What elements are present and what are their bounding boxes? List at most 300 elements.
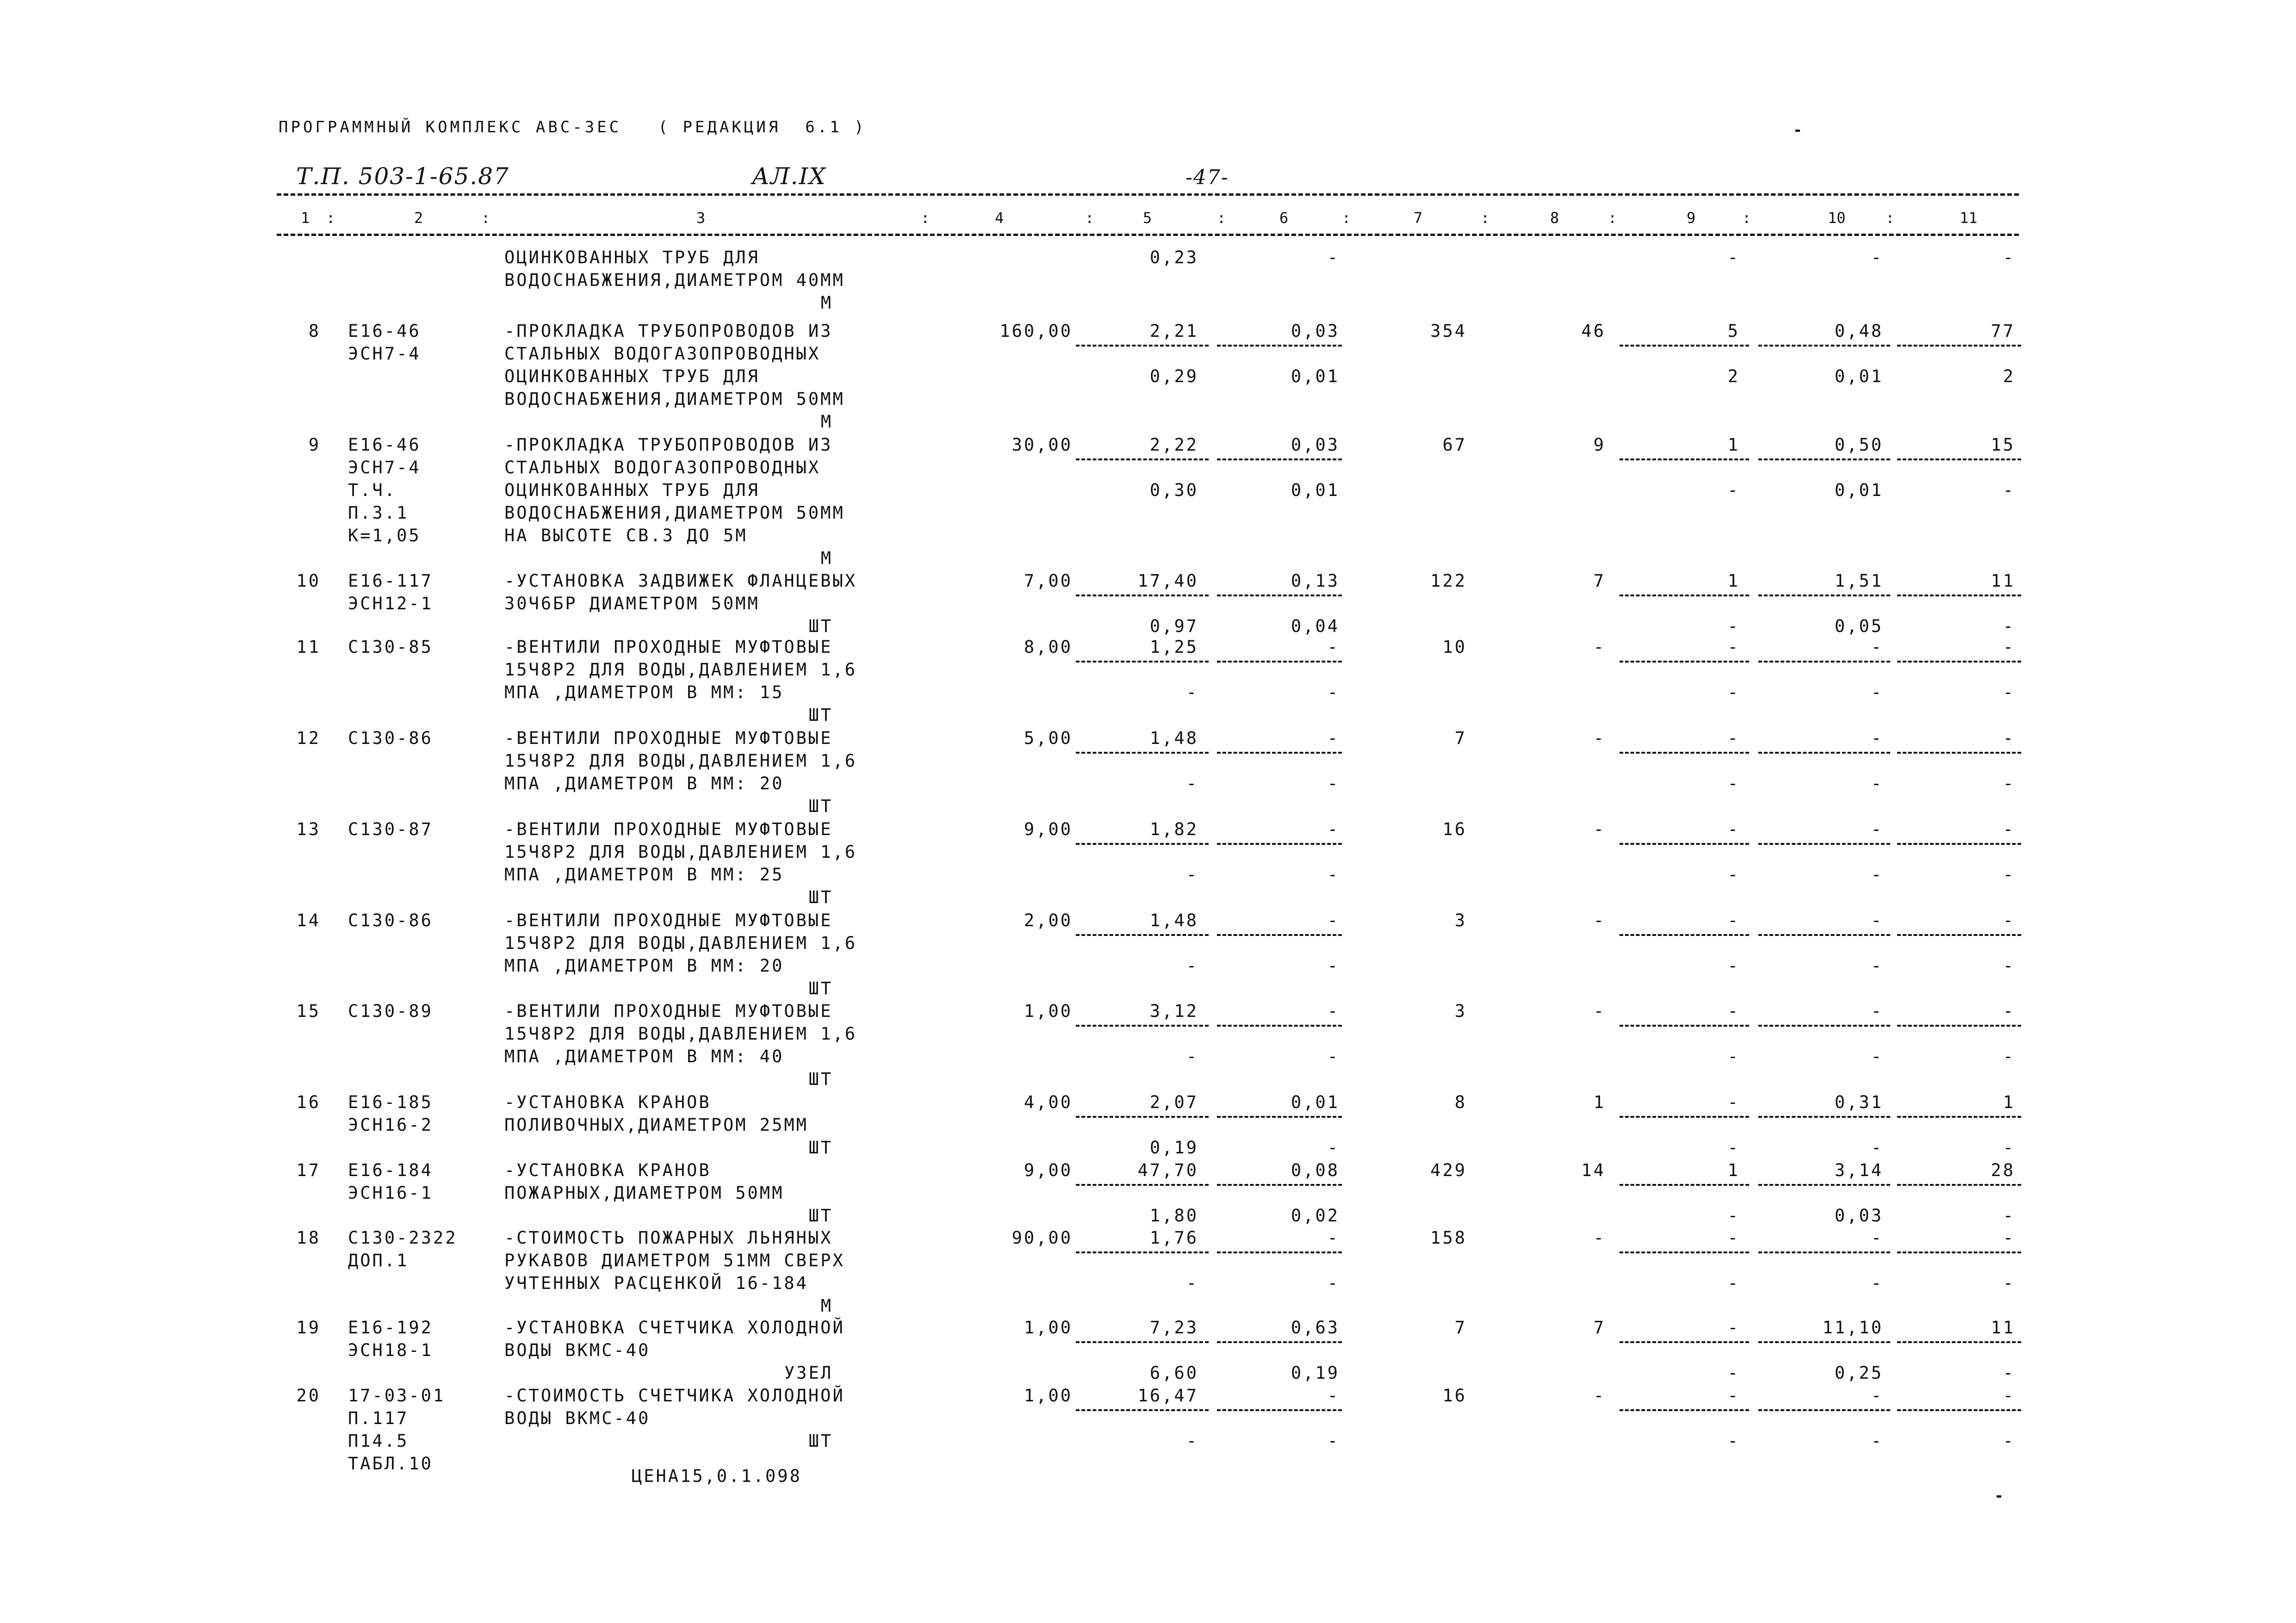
cell-c9b: -	[1727, 616, 1740, 636]
value-separator-rule	[1620, 1251, 1749, 1253]
value-separator-rule	[1620, 458, 1749, 460]
cell-c11b: -	[2003, 1431, 2015, 1451]
value-separator-rule	[1897, 934, 2021, 936]
cell-c5b: 0,30	[1149, 480, 1198, 500]
row-code: ТАБЛ.10	[348, 1454, 433, 1474]
value-separator-rule	[1217, 1184, 1342, 1186]
column-number: 10	[1828, 209, 1846, 227]
cell-c9a: -	[1727, 1228, 1740, 1248]
value-separator-rule	[1897, 661, 2021, 663]
row-unit: ШТ	[808, 1138, 833, 1158]
value-separator-rule	[1076, 661, 1209, 663]
row-number: 14	[296, 911, 321, 930]
cell-c11a: 28	[1991, 1160, 2015, 1180]
cell-c6a: 0,08	[1291, 1160, 1340, 1180]
cell-qty: 1,00	[1024, 1001, 1073, 1021]
row-description: ПОЖАРНЫХ,ДИАМЕТРОМ 50ММ	[504, 1183, 784, 1203]
row-description: ВОДОСНАБЖЕНИЯ,ДИАМЕТРОМ 50ММ	[504, 503, 845, 523]
cell-c5a: 1,48	[1149, 911, 1198, 930]
cell-c11b: -	[2003, 1047, 2015, 1066]
row-code: П.117	[348, 1408, 409, 1428]
cell-c6a: -	[1327, 248, 1340, 267]
row-code: ЭСН7-4	[348, 344, 421, 364]
row-description: МПА ,ДИАМЕТРОМ В ММ: 20	[504, 956, 784, 976]
cell-c7: 7	[1454, 1318, 1467, 1338]
cell-c7: 122	[1430, 571, 1467, 591]
value-separator-rule	[1620, 661, 1749, 663]
row-unit: М	[820, 1296, 833, 1316]
cell-c9b: -	[1727, 480, 1740, 500]
cell-c7: 158	[1430, 1228, 1467, 1248]
row-code: ЭСН16-1	[348, 1183, 433, 1203]
value-separator-rule	[1758, 1116, 1890, 1118]
value-separator-rule	[1758, 661, 1890, 663]
column-number: 7	[1414, 209, 1423, 227]
row-description: МПА ,ДИАМЕТРОМ В ММ: 40	[504, 1047, 784, 1066]
cell-c10b: 0,05	[1834, 616, 1883, 636]
cell-c7: 8	[1454, 1092, 1467, 1112]
row-description: -УСТАНОВКА ЗАДВИЖЕК ФЛАНЦЕВЫХ	[504, 571, 857, 591]
cell-c10b: 0,25	[1834, 1363, 1883, 1383]
cell-c6a: -	[1327, 728, 1340, 748]
row-number: 11	[296, 637, 321, 657]
cell-c11a: 11	[1991, 1318, 2015, 1338]
cell-c10a: -	[1871, 637, 1883, 657]
row-code: С130-86	[348, 911, 433, 930]
cell-c6b: -	[1327, 682, 1340, 702]
cell-c6b: -	[1327, 1138, 1340, 1158]
value-separator-rule	[1217, 1116, 1342, 1118]
row-code: С130-85	[348, 637, 433, 657]
column-divider: :	[1886, 209, 1895, 227]
row-number: 15	[296, 1001, 321, 1021]
value-separator-rule	[1897, 843, 2021, 845]
cell-c5a: 17,40	[1137, 571, 1198, 591]
cell-c8: 14	[1581, 1160, 1606, 1180]
cell-c6a: 0,63	[1291, 1318, 1340, 1338]
column-divider: :	[921, 209, 930, 227]
cell-c11a: 1	[2003, 1092, 2015, 1112]
value-separator-rule	[1217, 752, 1342, 754]
cell-c8: -	[1593, 1386, 1606, 1406]
cell-c11b: -	[2003, 1363, 2015, 1383]
cell-c6b: -	[1327, 865, 1340, 885]
row-code: С130-2322	[348, 1228, 458, 1248]
cell-c5b: 0,97	[1149, 616, 1198, 636]
cell-c6b: 0,04	[1291, 616, 1340, 636]
value-separator-rule	[1758, 1341, 1890, 1343]
cell-c11a: 11	[1991, 571, 2015, 591]
value-separator-rule	[1758, 1409, 1890, 1411]
cell-c6a: -	[1327, 637, 1340, 657]
cell-qty: 4,00	[1024, 1092, 1073, 1112]
scan-mark	[1997, 1495, 2001, 1498]
cell-c9b: -	[1727, 1363, 1740, 1383]
row-unit: ШТ	[808, 616, 833, 636]
row-description: -ВЕНТИЛИ ПРОХОДНЫЕ МУФТОВЫЕ	[504, 637, 833, 657]
row-unit: ШТ	[808, 979, 833, 998]
cell-c11b: -	[2003, 774, 2015, 793]
row-code: ЭСН18-1	[348, 1340, 433, 1360]
cell-c10a: 1,51	[1834, 571, 1883, 591]
value-separator-rule	[1217, 843, 1342, 845]
value-separator-rule	[1897, 1025, 2021, 1027]
cell-qty: 1,00	[1024, 1318, 1073, 1338]
row-description: -ПРОКЛАДКА ТРУБОПРОВОДОВ ИЗ	[504, 321, 833, 341]
cell-c5b: -	[1186, 865, 1198, 885]
cell-c11a: 15	[1991, 435, 2015, 455]
cell-c10b: -	[1871, 1431, 1883, 1451]
row-description: ВОДОСНАБЖЕНИЯ,ДИАМЕТРОМ 50ММ	[504, 389, 845, 409]
cell-c11b: -	[2003, 616, 2015, 636]
value-separator-rule	[1620, 1025, 1749, 1027]
cell-c9a: -	[1727, 637, 1740, 657]
cell-c6a: -	[1327, 1228, 1340, 1248]
cell-c10a: -	[1871, 728, 1883, 748]
cell-c10a: -	[1871, 911, 1883, 930]
row-description: -ВЕНТИЛИ ПРОХОДНЫЕ МУФТОВЫЕ	[504, 728, 833, 748]
value-separator-rule	[1897, 1341, 2021, 1343]
cell-c11a: -	[2003, 1001, 2015, 1021]
cell-qty: 160,00	[999, 321, 1073, 341]
value-separator-rule	[1620, 1184, 1749, 1186]
row-description: МПА ,ДИАМЕТРОМ В ММ: 20	[504, 774, 784, 793]
value-separator-rule	[1897, 345, 2021, 347]
row-description: -УСТАНОВКА КРАНОВ	[504, 1092, 711, 1112]
row-code: Е16-46	[348, 321, 421, 341]
cell-c7: 429	[1430, 1160, 1467, 1180]
row-code: Т.Ч.	[348, 480, 397, 500]
cell-c5b: -	[1186, 1431, 1198, 1451]
column-divider: :	[1217, 209, 1226, 227]
cell-c5b: -	[1186, 682, 1198, 702]
cell-c9a: -	[1727, 248, 1740, 267]
column-number: 5	[1143, 209, 1152, 227]
cell-c10a: -	[1871, 1386, 1883, 1406]
value-separator-rule	[1076, 595, 1209, 596]
row-unit: ШТ	[808, 796, 833, 816]
row-description: -УСТАНОВКА СЧЕТЧИКА ХОЛОДНОЙ	[504, 1318, 845, 1338]
row-code: ЭСН16-2	[348, 1115, 433, 1135]
value-separator-rule	[1620, 595, 1749, 596]
row-description: ВОДЫ ВКМС-40	[504, 1408, 651, 1428]
cell-qty: 90,00	[1011, 1228, 1073, 1248]
cell-qty: 2,00	[1024, 911, 1073, 930]
row-description: 15Ч8Р2 ДЛЯ ВОДЫ,ДАВЛЕНИЕМ 1,6	[504, 751, 857, 771]
value-separator-rule	[1217, 1251, 1342, 1253]
value-separator-rule	[1620, 1116, 1749, 1118]
row-unit: ШТ	[808, 1206, 833, 1226]
cell-c7: 3	[1454, 911, 1467, 930]
column-number: 8	[1550, 209, 1559, 227]
cell-c11a: -	[2003, 819, 2015, 839]
cell-c11a: 77	[1991, 321, 2015, 341]
cell-c11b: 2	[2003, 366, 2015, 386]
cell-c10a: 11,10	[1822, 1318, 1883, 1338]
row-description: 15Ч8Р2 ДЛЯ ВОДЫ,ДАВЛЕНИЕМ 1,6	[504, 842, 857, 862]
cell-c10b: -	[1871, 865, 1883, 885]
value-separator-rule	[1620, 345, 1749, 347]
cell-c6a: -	[1327, 911, 1340, 930]
cell-c5b: 0,19	[1149, 1138, 1198, 1158]
value-separator-rule	[1076, 1251, 1209, 1253]
value-separator-rule	[1758, 752, 1890, 754]
cell-c11b: -	[2003, 1138, 2015, 1158]
value-separator-rule	[1217, 345, 1342, 347]
row-description: -СТОИМОСТЬ ПОЖАРНЫХ ЛЬНЯНЫХ	[504, 1228, 833, 1248]
row-code: Е16-192	[348, 1318, 433, 1338]
cell-c9a: 1	[1727, 571, 1740, 591]
row-code: Е16-117	[348, 571, 433, 591]
value-separator-rule	[1620, 752, 1749, 754]
row-description: -ВЕНТИЛИ ПРОХОДНЫЕ МУФТОВЫЕ	[504, 911, 833, 930]
row-code: ЭСН12-1	[348, 594, 433, 613]
scan-mark	[1795, 130, 1800, 132]
value-separator-rule	[1076, 1341, 1209, 1343]
column-divider: :	[481, 209, 490, 227]
cell-c5a: 1,82	[1149, 819, 1198, 839]
row-unit: М	[820, 548, 833, 568]
cell-c5b: 0,29	[1149, 366, 1198, 386]
row-code: Е16-185	[348, 1092, 433, 1112]
cell-c9a: -	[1727, 1092, 1740, 1112]
program-header: ПРОГРАММНЫЙ КОМПЛЕКС АВС-ЗЕС ( РЕДАКЦИЯ 6.1 )	[279, 118, 867, 136]
value-separator-rule	[1897, 1116, 2021, 1118]
cell-c5a: 1,25	[1149, 637, 1198, 657]
cell-c10a: 0,50	[1834, 435, 1883, 455]
cell-c5a: 47,70	[1137, 1160, 1198, 1180]
cell-c9b: -	[1727, 956, 1740, 976]
cell-c6b: -	[1327, 774, 1340, 793]
value-separator-rule	[1758, 843, 1890, 845]
row-description: МПА ,ДИАМЕТРОМ В ММ: 25	[504, 865, 784, 885]
cell-c9a: -	[1727, 1001, 1740, 1021]
cell-c9a: 1	[1727, 1160, 1740, 1180]
cell-c9a: -	[1727, 728, 1740, 748]
value-separator-rule	[1897, 458, 2021, 460]
cell-c6a: -	[1327, 1386, 1340, 1406]
column-divider: :	[1742, 209, 1751, 227]
cell-c11b: -	[2003, 956, 2015, 976]
row-number: 16	[296, 1092, 321, 1112]
row-unit: М	[820, 293, 833, 313]
cell-c5a: 2,07	[1149, 1092, 1198, 1112]
cell-c11b: -	[2003, 865, 2015, 885]
row-description: 15Ч8Р2 ДЛЯ ВОДЫ,ДАВЛЕНИЕМ 1,6	[504, 1024, 857, 1044]
row-number: 13	[296, 819, 321, 839]
cell-c8: 7	[1593, 1318, 1606, 1338]
row-code: С130-89	[348, 1001, 433, 1021]
value-separator-rule	[1897, 595, 2021, 596]
row-number: 9	[308, 435, 321, 455]
cell-c7: 3	[1454, 1001, 1467, 1021]
cell-c5a: 2,22	[1149, 435, 1198, 455]
value-separator-rule	[1897, 1409, 2021, 1411]
row-number: 12	[296, 728, 321, 748]
cell-c9a: -	[1727, 1318, 1740, 1338]
row-description: ПОЛИВОЧНЫХ,ДИАМЕТРОМ 25ММ	[504, 1115, 808, 1135]
row-description: -УСТАНОВКА КРАНОВ	[504, 1160, 711, 1180]
row-description: МПА ,ДИАМЕТРОМ В ММ: 15	[504, 682, 784, 702]
column-number: 3	[696, 209, 706, 227]
cell-c10b: -	[1871, 956, 1883, 976]
cell-c10b: 0,03	[1834, 1206, 1883, 1226]
column-divider: :	[1085, 209, 1094, 227]
row-code: Е16-184	[348, 1160, 433, 1180]
column-divider: :	[1481, 209, 1490, 227]
row-description: -ПРОКЛАДКА ТРУБОПРОВОДОВ ИЗ	[504, 435, 833, 455]
row-code: С130-87	[348, 819, 433, 839]
cell-c6b: 0,01	[1291, 366, 1340, 386]
cell-c10b: 0,01	[1834, 480, 1883, 500]
row-number: 18	[296, 1228, 321, 1248]
row-code: П.3.1	[348, 503, 409, 523]
cell-c10a: -	[1871, 1001, 1883, 1021]
value-separator-rule	[1076, 1184, 1209, 1186]
row-code: Е16-46	[348, 435, 421, 455]
column-number: 1	[301, 209, 310, 227]
cell-c6b: -	[1327, 956, 1340, 976]
cell-c11a: -	[2003, 911, 2015, 930]
cell-c9a: -	[1727, 1386, 1740, 1406]
cell-c9b: -	[1727, 1206, 1740, 1226]
column-number: 6	[1279, 209, 1289, 227]
row-code: К=1,05	[348, 526, 421, 545]
value-separator-rule	[1076, 458, 1209, 460]
cell-qty: 8,00	[1024, 637, 1073, 657]
row-description: УЧТЕННЫХ РАСЦЕНКОЙ 16-184	[504, 1273, 808, 1293]
row-description: СТАЛЬНЫХ ВОДОГАЗОПРОВОДНЫХ	[504, 458, 821, 477]
column-number: 11	[1960, 209, 1978, 227]
cell-c9b: -	[1727, 1273, 1740, 1293]
cell-c8: -	[1593, 728, 1606, 748]
value-separator-rule	[1897, 1184, 2021, 1186]
project-code: Т.П. 503-1-65.87	[296, 163, 509, 190]
row-unit: М	[820, 412, 833, 432]
column-divider: :	[326, 209, 335, 227]
cell-c8: 9	[1593, 435, 1606, 455]
page-number: -47-	[1185, 166, 1229, 189]
column-number: 4	[995, 209, 1004, 227]
value-separator-rule	[1217, 1341, 1342, 1343]
cell-c7: 10	[1442, 637, 1467, 657]
cell-c5b: -	[1186, 774, 1198, 793]
row-description: -ВЕНТИЛИ ПРОХОДНЫЕ МУФТОВЫЕ	[504, 819, 833, 839]
row-description: РУКАВОВ ДИАМЕТРОМ 51ММ СВЕРХ	[504, 1251, 845, 1270]
value-separator-rule	[1076, 1025, 1209, 1027]
row-code: П14.5	[348, 1431, 409, 1451]
column-divider: :	[1608, 209, 1617, 227]
value-separator-rule	[1217, 1025, 1342, 1027]
column-number: 2	[414, 209, 423, 227]
row-number: 19	[296, 1318, 321, 1338]
cell-c6a: -	[1327, 1001, 1340, 1021]
row-description: ОЦИНКОВАННЫХ ТРУБ ДЛЯ	[504, 248, 760, 267]
value-separator-rule	[1076, 752, 1209, 754]
cell-c5a: 7,23	[1149, 1318, 1198, 1338]
cell-c9a: -	[1727, 911, 1740, 930]
cell-c6a: 0,03	[1291, 435, 1340, 455]
row-number: 10	[296, 571, 321, 591]
album-label: АЛ.IX	[752, 163, 826, 190]
cell-c6b: 0,01	[1291, 480, 1340, 500]
cell-c9a: 5	[1727, 321, 1740, 341]
cell-qty: 5,00	[1024, 728, 1073, 748]
row-description: 15Ч8Р2 ДЛЯ ВОДЫ,ДАВЛЕНИЕМ 1,6	[504, 933, 857, 953]
cell-c5a: 3,12	[1149, 1001, 1198, 1021]
value-separator-rule	[1758, 1184, 1890, 1186]
value-separator-rule	[1076, 843, 1209, 845]
cell-c7: 16	[1442, 819, 1467, 839]
cell-c8: 1	[1593, 1092, 1606, 1112]
row-description: -ВЕНТИЛИ ПРОХОДНЫЕ МУФТОВЫЕ	[504, 1001, 833, 1021]
row-description: -СТОИМОСТЬ СЧЕТЧИКА ХОЛОДНОЙ	[504, 1386, 845, 1406]
cell-c5a: 1,48	[1149, 728, 1198, 748]
column-number: 9	[1687, 209, 1696, 227]
cell-c6a: 0,13	[1291, 571, 1340, 591]
row-description: 30Ч6БР ДИАМЕТРОМ 50ММ	[504, 594, 760, 613]
cell-qty: 30,00	[1011, 435, 1073, 455]
value-separator-rule	[1076, 1409, 1209, 1411]
cell-c5b: -	[1186, 1047, 1198, 1066]
cell-c10a: -	[1871, 1228, 1883, 1248]
cell-c9b: -	[1727, 865, 1740, 885]
cell-c9a: 1	[1727, 435, 1740, 455]
cell-c11b: -	[2003, 480, 2015, 500]
cell-qty: 9,00	[1024, 1160, 1073, 1180]
row-unit: ШТ	[808, 887, 833, 907]
value-separator-rule	[1620, 934, 1749, 936]
cell-c11b: -	[2003, 1206, 2015, 1226]
cell-c10b: 0,01	[1834, 366, 1883, 386]
cell-c11b: -	[2003, 1273, 2015, 1293]
value-separator-rule	[1217, 934, 1342, 936]
cell-c11a: -	[2003, 1228, 2015, 1248]
cell-c5a: 0,23	[1149, 248, 1198, 267]
cell-c7: 354	[1430, 321, 1467, 341]
column-divider: :	[1342, 209, 1351, 227]
cell-c5a: 2,21	[1149, 321, 1198, 341]
value-separator-rule	[1217, 458, 1342, 460]
cell-c5b: 1,80	[1149, 1206, 1198, 1226]
cell-qty: 1,00	[1024, 1386, 1073, 1406]
cell-c11b: -	[2003, 682, 2015, 702]
value-separator-rule	[1897, 1251, 2021, 1253]
cell-c8: -	[1593, 911, 1606, 930]
cell-c8: -	[1593, 819, 1606, 839]
value-separator-rule	[1758, 1025, 1890, 1027]
row-unit: ШТ	[808, 1069, 833, 1089]
cell-c6b: -	[1327, 1273, 1340, 1293]
value-separator-rule	[1217, 661, 1342, 663]
value-separator-rule	[1897, 752, 2021, 754]
cell-c9b: -	[1727, 1431, 1740, 1451]
cell-c5a: 1,76	[1149, 1228, 1198, 1248]
row-number: 20	[296, 1386, 321, 1406]
cell-c9b: -	[1727, 682, 1740, 702]
cell-c10a: -	[1871, 819, 1883, 839]
row-description: НА ВЫСОТЕ СВ.3 ДО 5М	[504, 526, 748, 545]
cell-c6b: 0,02	[1291, 1206, 1340, 1226]
cell-c5a: 16,47	[1137, 1386, 1198, 1406]
row-code: ДОП.1	[348, 1251, 409, 1270]
row-description: ОЦИНКОВАННЫХ ТРУБ ДЛЯ	[504, 366, 760, 386]
row-number: 8	[308, 321, 321, 341]
row-code: ЭСН7-4	[348, 458, 421, 477]
cell-c5b: 6,60	[1149, 1363, 1198, 1383]
value-separator-rule	[1758, 595, 1890, 596]
cell-c10b: -	[1871, 774, 1883, 793]
